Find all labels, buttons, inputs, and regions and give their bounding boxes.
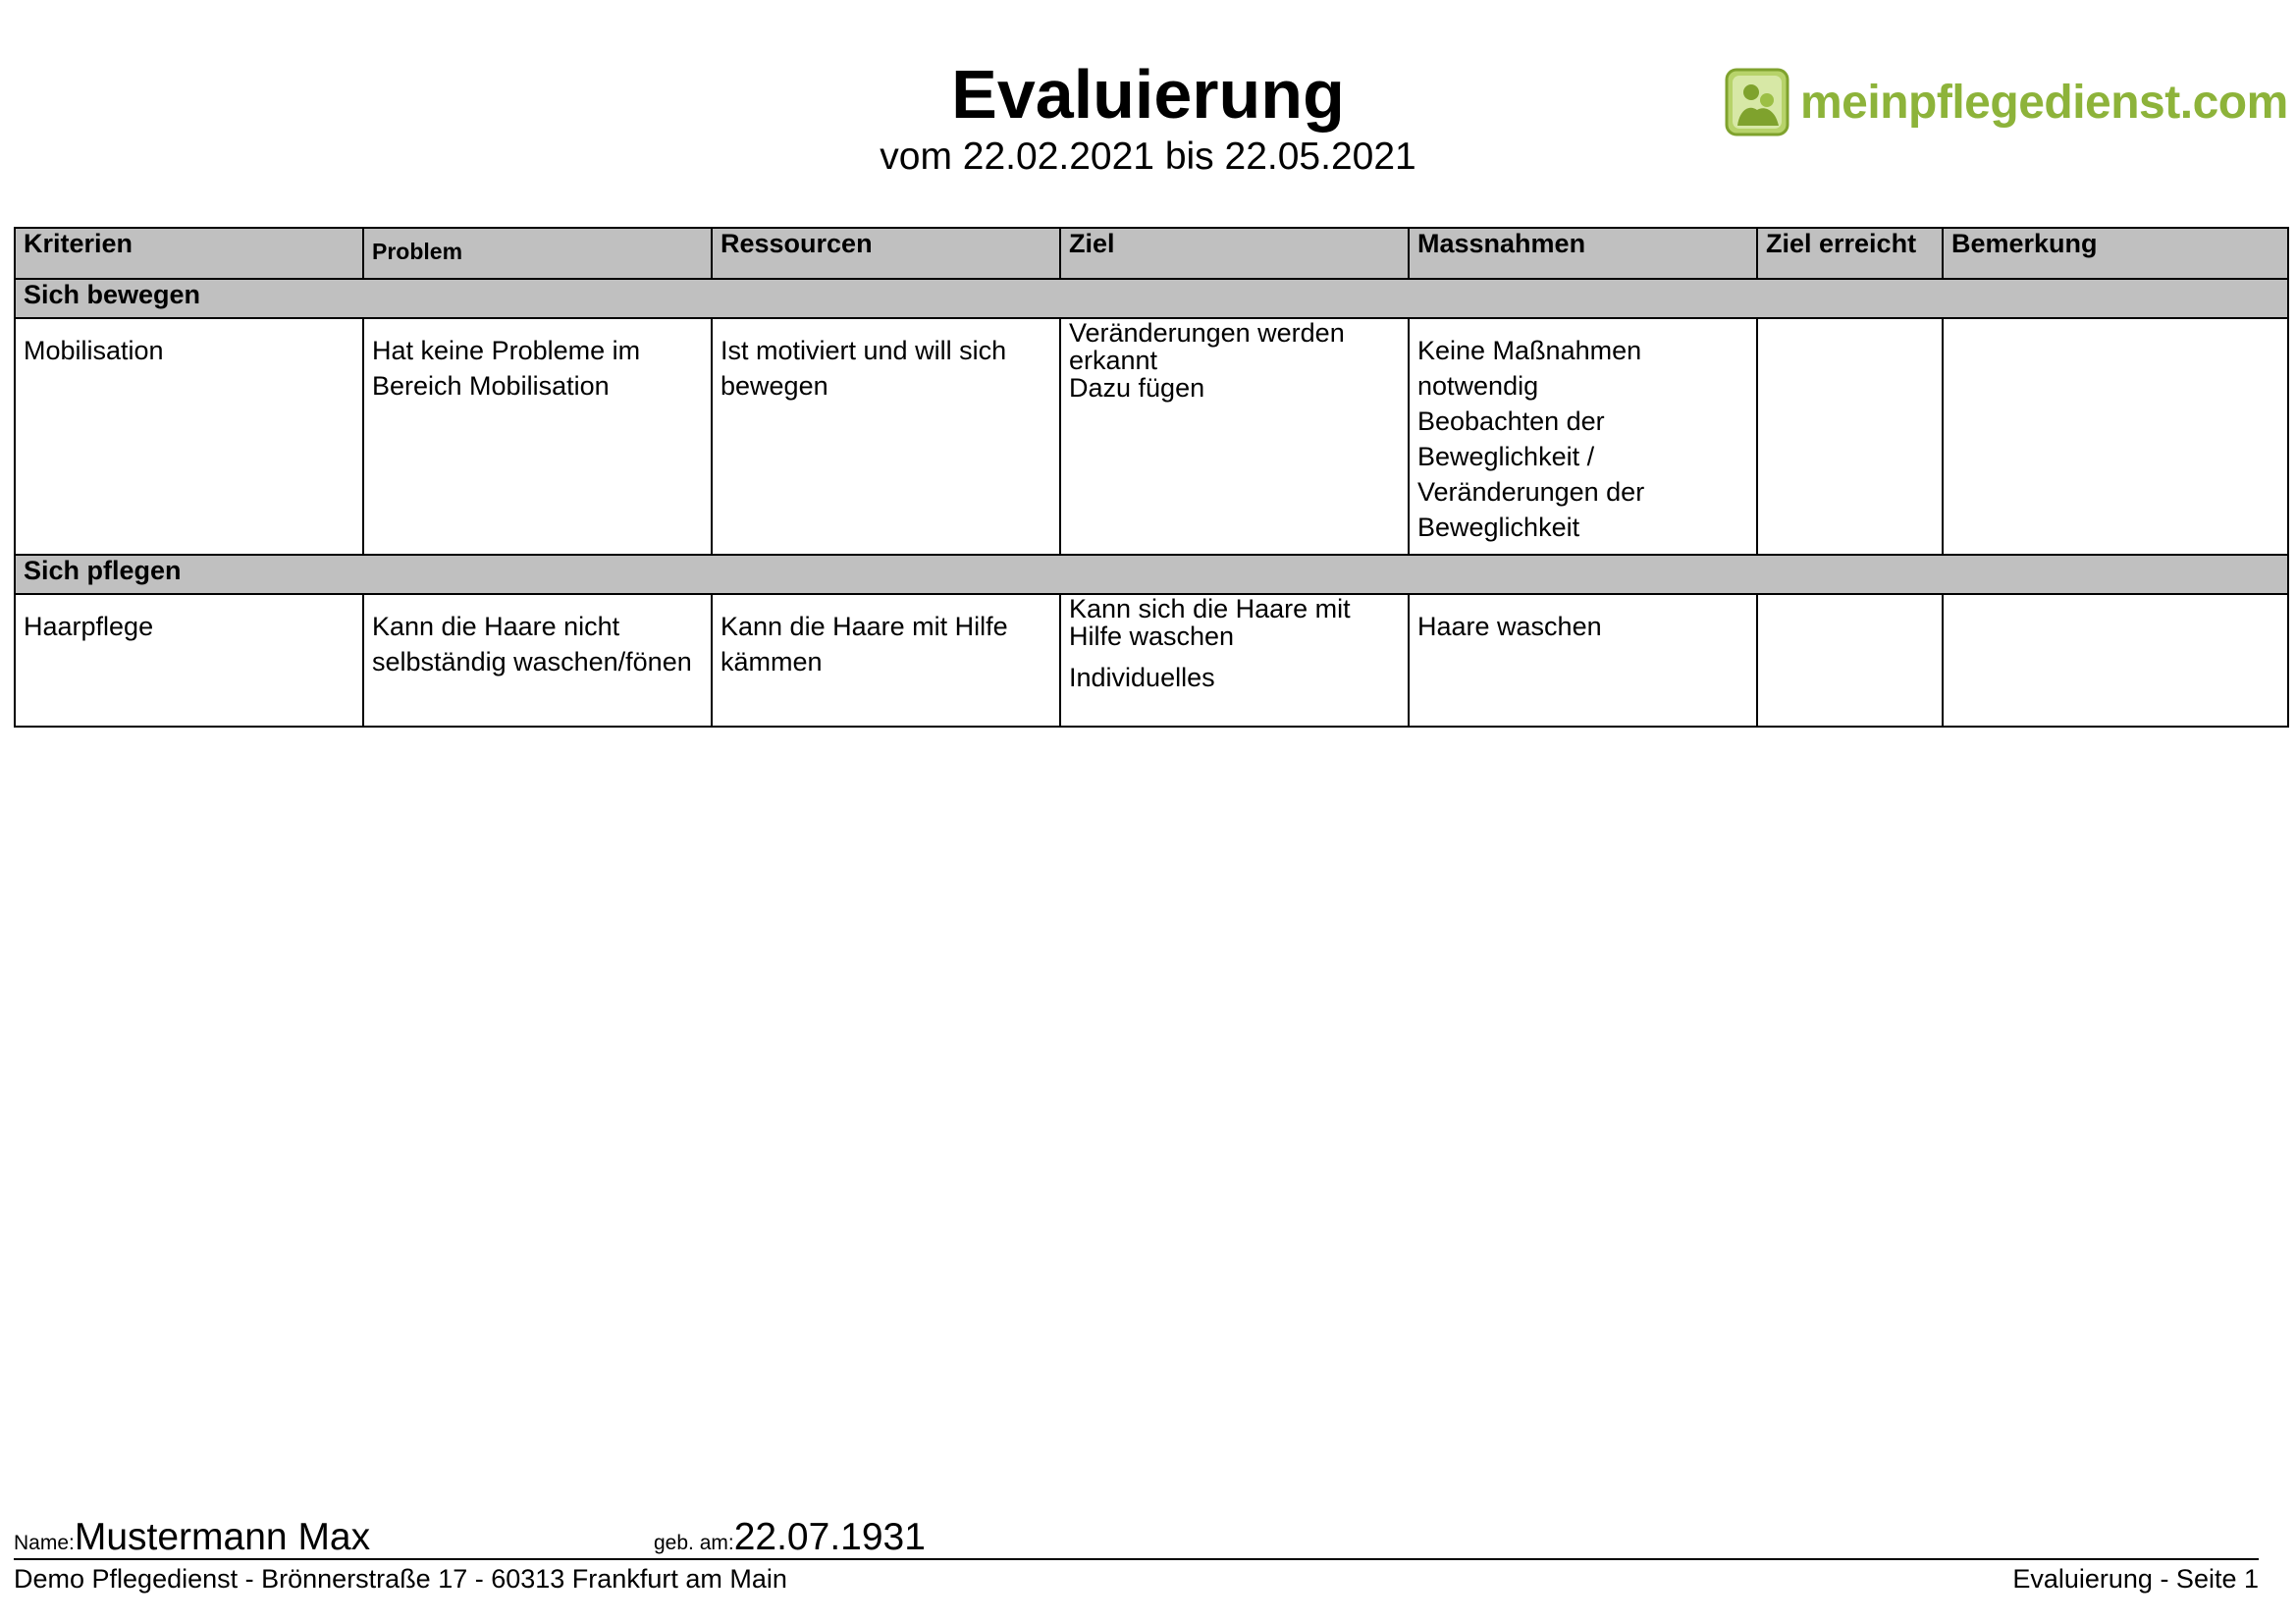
birthdate-field [654, 1518, 926, 1557]
page-title: Evaluierung [951, 56, 1345, 133]
patient-name-field [14, 1518, 370, 1557]
birthdate-label: geb. am: [654, 1532, 734, 1554]
column-header-ziel-erreicht: Ziel erreicht [1757, 228, 1943, 279]
section-row [15, 555, 2288, 594]
cell-kriterien: Haarpflege [15, 594, 363, 727]
section-title: Sich pflegen [15, 555, 2288, 594]
cell-line: Haare waschen [1417, 612, 1602, 641]
column-header-bemerkung: Bemerkung [1943, 228, 2288, 279]
logo-wordmark: meinpflegedienst.com [1800, 76, 2288, 129]
cell-line: bewegen [721, 371, 828, 401]
cell-line: Hilfe waschen [1069, 622, 1235, 651]
table-header-row [15, 228, 2288, 279]
caregiver-logo-icon [1724, 67, 1794, 137]
cell-line: Beweglichkeit [1417, 513, 1580, 542]
cell-ziel-erreicht [1757, 594, 1943, 727]
cell-bemerkung [1943, 318, 2288, 555]
column-header-ziel: Ziel [1060, 228, 1409, 279]
column-header-ressourcen: Ressourcen [712, 228, 1060, 279]
birthdate-value: 22.07.1931 [733, 1516, 926, 1558]
cell-line: Kann die Haare nicht [372, 612, 620, 641]
footer-address: Demo Pflegedienst - Brönnerstraße 17 - 60313 Frankfurt am Main [14, 1564, 787, 1594]
evaluation-table [14, 227, 2289, 728]
cell-ziel-erreicht [1757, 318, 1943, 555]
brand-logo [1724, 67, 2288, 137]
cell-bemerkung [1943, 594, 2288, 727]
cell-ziel [1060, 318, 1409, 555]
cell-line: Individuelles [1069, 663, 1215, 692]
cell-line: Beweglichkeit / [1417, 442, 1595, 471]
cell-ziel [1060, 594, 1409, 727]
cell-line: Veränderungen der [1417, 477, 1645, 507]
cell-line: Beobachten der [1417, 406, 1605, 436]
section-title: Sich bewegen [15, 279, 2288, 318]
cell-line: Keine Maßnahmen [1417, 336, 1642, 365]
cell-problem [363, 318, 712, 555]
table-row [15, 594, 2288, 727]
cell-line: Kann die Haare mit Hilfe [721, 612, 1008, 641]
cell-line: Veränderungen werden [1069, 318, 1345, 348]
cell-massnahmen [1409, 318, 1757, 555]
column-header-massnahmen: Massnahmen [1409, 228, 1757, 279]
cell-massnahmen [1409, 594, 1757, 727]
footer-divider [14, 1558, 2259, 1560]
column-header-kriterien: Kriterien [15, 228, 363, 279]
cell-ressourcen [712, 318, 1060, 555]
footer-page-info: Evaluierung - Seite 1 [2012, 1564, 2259, 1594]
cell-line: Dazu fügen [1069, 373, 1205, 403]
cell-line: notwendig [1417, 371, 1539, 401]
date-range-subtitle: vom 22.02.2021 bis 22.05.2021 [880, 135, 1416, 178]
cell-line: selbständig waschen/fönen [372, 647, 692, 676]
cell-kriterien: Mobilisation [15, 318, 363, 555]
cell-line: Bereich Mobilisation [372, 371, 610, 401]
cell-line: Hat keine Probleme im [372, 336, 641, 365]
table-row [15, 318, 2288, 555]
cell-line: Kann sich die Haare mit [1069, 594, 1351, 623]
section-row [15, 279, 2288, 318]
name-label: Name: [14, 1532, 75, 1554]
cell-line: erkannt [1069, 346, 1158, 375]
cell-problem [363, 594, 712, 727]
cell-spacer [1069, 650, 1400, 664]
column-header-problem: Problem [363, 228, 712, 279]
cell-line: kämmen [721, 647, 823, 676]
cell-line: Ist motiviert und will sich [721, 336, 1007, 365]
name-value: Mustermann Max [74, 1516, 371, 1558]
cell-ressourcen [712, 594, 1060, 727]
